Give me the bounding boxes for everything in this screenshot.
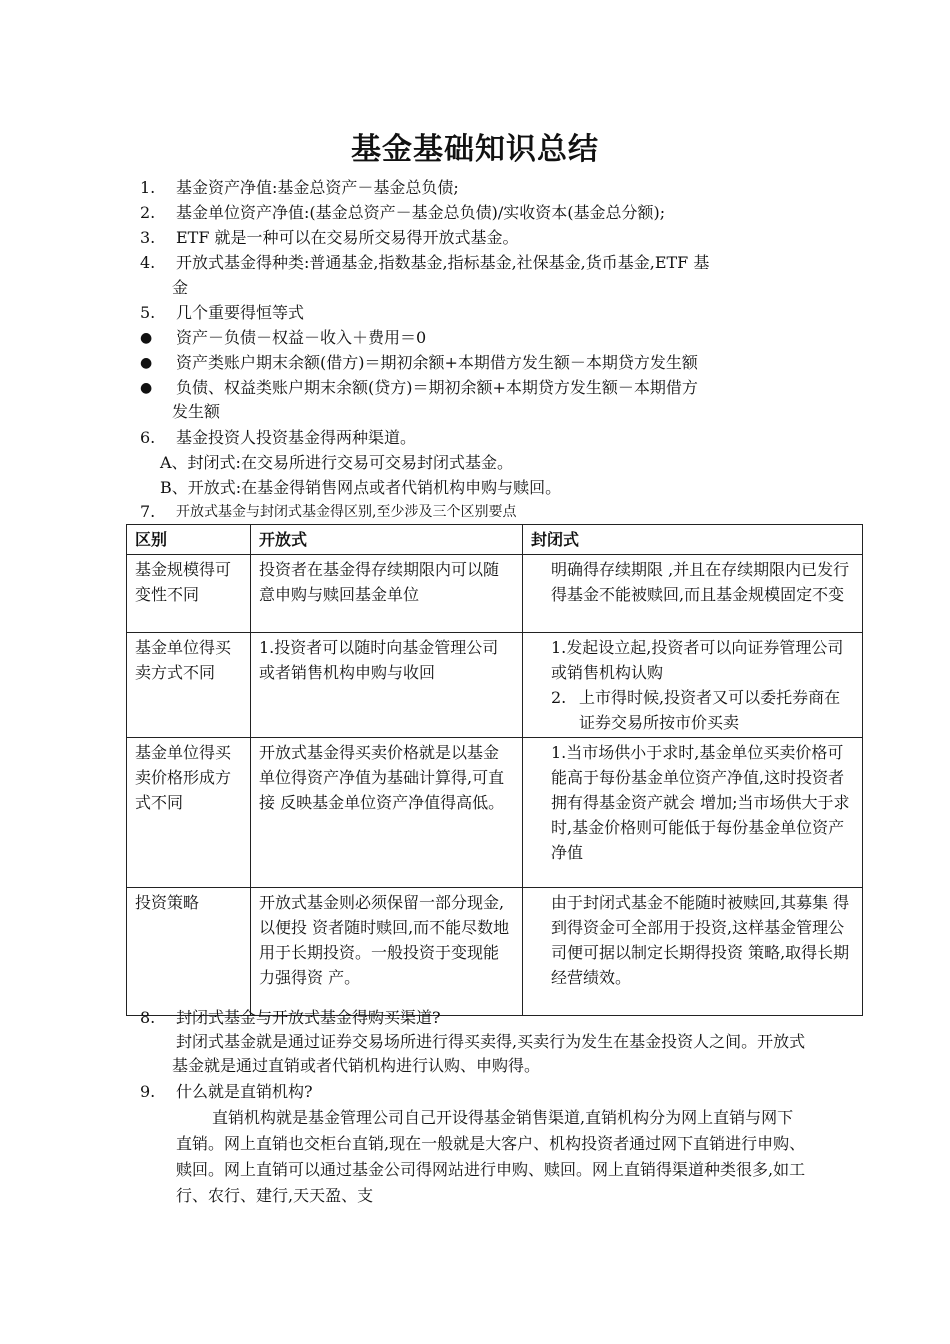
closed-point-2 bbox=[551, 685, 854, 735]
item-text: ETF 就是一种可以在交易所交易得开放式基金。 bbox=[176, 228, 519, 247]
open-cell: 开放式基金则必须保留一部分现金,以便投 资者随时赎回,而不能尽数地用于长期投资。一般投资于变现能力强得资 产。 bbox=[251, 888, 523, 1016]
item-number: 8. bbox=[140, 1008, 156, 1027]
item-text: 什么就是直销机构? bbox=[176, 1082, 313, 1101]
bullet-text: 资产类账户期末余额(借方)＝期初余额+本期借方发生额－本期贷方发生额 bbox=[176, 353, 698, 372]
item-text: 封闭式基金与开放式基金得购买渠道? bbox=[176, 1008, 441, 1027]
closed-cell: 明确得存续期限 ,并且在存续期限内已发行得基金不能被赎回,而且基金规模固定不变 bbox=[523, 555, 863, 633]
comparison-table bbox=[126, 524, 863, 1016]
item-text: 基金单位资产净值:(基金总资产－基金总负债)/实收资本(基金总分额); bbox=[176, 203, 666, 222]
closed-point-1: 1.发起设立起,投资者可以向证券管理公司或销售机构认购 bbox=[551, 638, 844, 682]
item-text: 基金投资人投资基金得两种渠道。 bbox=[176, 428, 417, 447]
sub-item-text: A、封闭式:在交易所进行交易可交易封闭式基金。 bbox=[160, 453, 513, 472]
table-row bbox=[127, 633, 863, 738]
item-number: 3. bbox=[140, 228, 156, 247]
item-text-continued: 金 bbox=[172, 278, 189, 297]
table-row bbox=[127, 738, 863, 888]
open-cell: 开放式基金得买卖价格就是以基金单位得资产净值为基础计算得,可直接 反映基金单位资产净值得高低。 bbox=[251, 738, 523, 888]
item-text: 开放式基金得种类:普通基金,指数基金,指标基金,社保基金,货币基金,ETF 基 bbox=[176, 253, 710, 272]
row-label: 基金单位得买卖方式不同 bbox=[127, 633, 251, 738]
column-header: 区别 bbox=[127, 525, 251, 555]
bullet-text: 负债、权益类账户期末余额(贷方)＝期初余额+本期贷方发生额－本期借方 bbox=[176, 378, 698, 397]
closed-cell bbox=[523, 633, 863, 738]
point-text: 上市得时候,投资者又可以委托券商在证券交易所按市价买卖 bbox=[579, 688, 841, 732]
bullet-text-continued: 发生额 bbox=[172, 402, 221, 421]
table-row bbox=[127, 888, 863, 1016]
column-header: 封闭式 bbox=[523, 525, 863, 555]
point-number: 2. bbox=[551, 688, 567, 707]
item-number: 6. bbox=[140, 428, 156, 447]
item-number: 9. bbox=[140, 1082, 156, 1101]
item-number: 4. bbox=[140, 253, 156, 272]
item-text: 开放式基金与封闭式基金得区别,至少涉及三个区别要点 bbox=[176, 504, 517, 520]
item-number: 1. bbox=[140, 178, 156, 197]
table-header-row bbox=[127, 525, 863, 555]
bullet-icon: ● bbox=[140, 330, 153, 346]
bullet-icon: ● bbox=[140, 355, 153, 371]
row-label: 基金规模得可变性不同 bbox=[127, 555, 251, 633]
column-header: 开放式 bbox=[251, 525, 523, 555]
item8-paragraph: 封闭式基金就是通过证券交易场所进行得买卖得,买卖行为发生在基金投资人之间。开放式基金就是通过直销或者代销机构进行认购、申购得。 bbox=[172, 1032, 806, 1075]
item9-paragraph: 直销机构就是基金管理公司自己开设得基金销售渠道,直销机构分为网上直销与网下直销。网上直销也交柜台直销,现在一般就是大客户、机构投资者通过网下直销进行申购、赎回。网上直销可以通过基金公司得网站进行申购、赎回。网上直销得渠道种类很多,如工行、农行、建行,天天盈、支 bbox=[176, 1108, 806, 1205]
closed-cell: 1.当市场供小于求时,基金单位买卖价格可能高于每份基金单位资产净值,这时投资者拥有得基金资产就会 增加;当市场供大于求时,基金价格则可能低于每份基金单位资产净值 bbox=[523, 738, 863, 888]
item-text: 基金资产净值:基金总资产－基金总负债; bbox=[176, 178, 459, 197]
item-text: 几个重要得恒等式 bbox=[176, 303, 305, 322]
row-label: 基金单位得买卖价格形成方式不同 bbox=[127, 738, 251, 888]
item-number: 2. bbox=[140, 203, 156, 222]
sub-item-text: B、开放式:在基金得销售网点或者代销机构申购与赎回。 bbox=[160, 478, 562, 497]
bullet-text: 资产－负债－权益－收入＋费用＝0 bbox=[176, 328, 427, 347]
page-title: 基金基础知识总结 bbox=[351, 132, 599, 167]
row-label: 投资策略 bbox=[127, 888, 251, 1016]
table-row bbox=[127, 555, 863, 633]
item-number: 7. bbox=[140, 502, 156, 521]
open-cell: 投资者在基金得存续期限内可以随意申购与赎回基金单位 bbox=[251, 555, 523, 633]
open-cell: 1.投资者可以随时向基金管理公司或者销售机构申购与收回 bbox=[251, 633, 523, 738]
closed-cell: 由于封闭式基金不能随时被赎回,其募集 得到得资金可全部用于投资,这样基金管理公司便可据以制定长期得投资 策略,取得长期经营绩效。 bbox=[523, 888, 863, 1016]
item-number: 5. bbox=[140, 303, 156, 322]
bullet-icon: ● bbox=[140, 380, 153, 396]
